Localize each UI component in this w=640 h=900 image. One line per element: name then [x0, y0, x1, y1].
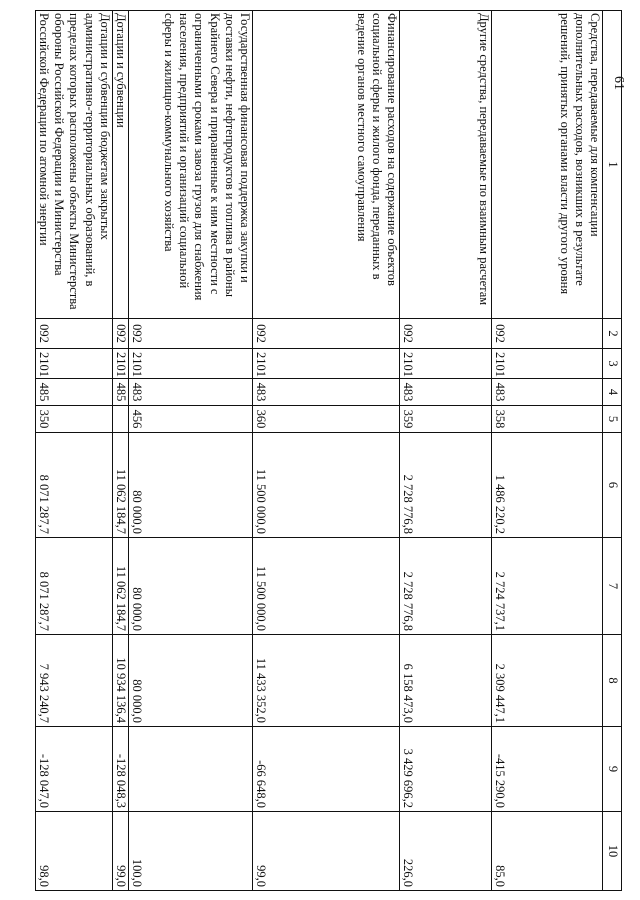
cell-c6: 11 500 000,0 — [253, 433, 400, 538]
cell-c9 — [129, 727, 253, 812]
cell-c8: 11 433 352,0 — [253, 635, 400, 727]
rotated-table-container — [36, 10, 622, 890]
cell-c7: 11 500 000,0 — [253, 538, 400, 635]
cell-c2: 092 — [492, 319, 603, 349]
col-header-6: 6 — [603, 433, 622, 538]
cell-c9: -415 290,0 — [492, 727, 603, 812]
cell-c10: 85,0 — [492, 812, 603, 891]
table-row — [492, 11, 603, 891]
cell-c8: 2 309 447,1 — [492, 635, 603, 727]
cell-c10: 99,0 — [112, 812, 128, 891]
cell-c5: 456 — [129, 406, 253, 433]
budget-table — [35, 10, 622, 891]
cell-c4: 483 — [492, 379, 603, 406]
cell-c6: 11 062 184,7 — [112, 433, 128, 538]
cell-c5 — [112, 406, 128, 433]
cell-c2: 092 — [253, 319, 400, 349]
cell-c7: 11 062 184,7 — [112, 538, 128, 635]
cell-c8: 7 943 240,7 — [35, 635, 112, 727]
table-row — [400, 11, 492, 891]
cell-c9: 3 429 696,2 — [400, 727, 492, 812]
cell-c9: -66 648,0 — [253, 727, 400, 812]
cell-c8: 6 158 473,0 — [400, 635, 492, 727]
cell-c10: 99,0 — [253, 812, 400, 891]
col-header-10: 10 — [603, 812, 622, 891]
cell-c6: 1 486 220,2 — [492, 433, 603, 538]
cell-c2: 092 — [129, 319, 253, 349]
cell-c3: 2101 — [492, 349, 603, 379]
cell-c2: 092 — [35, 319, 112, 349]
col-header-9: 9 — [603, 727, 622, 812]
cell-c10: 98,0 — [35, 812, 112, 891]
header-row — [603, 11, 622, 891]
col-header-1: 1 — [603, 11, 622, 319]
cell-c3: 2101 — [400, 349, 492, 379]
cell-c2: 092 — [400, 319, 492, 349]
col-header-7: 7 — [603, 538, 622, 635]
cell-c2: 092 — [112, 319, 128, 349]
cell-c6: 2 728 776,8 — [400, 433, 492, 538]
cell-c10: 100,0 — [129, 812, 253, 891]
cell-c4: 483 — [400, 379, 492, 406]
cell-c7: 8 071 287,7 — [35, 538, 112, 635]
cell-c7: 2 728 776,8 — [400, 538, 492, 635]
cell-c10: 226,0 — [400, 812, 492, 891]
col-header-3: 3 — [603, 349, 622, 379]
col-header-4: 4 — [603, 379, 622, 406]
cell-c5: 358 — [492, 406, 603, 433]
table-row — [35, 11, 112, 891]
cell-c4: 485 — [112, 379, 128, 406]
row-name: Государственная финансовая поддержка закупки и доставки нефти, нефтепродуктов и топлива в районы Крайнего Севера и приравненные к ним местности с ограниченными сроками завоза грузов для снабжения населения, предприятий и организаций социальной сферы и жилищно-коммунального хозяйства — [129, 11, 253, 319]
table-row — [253, 11, 400, 891]
table-row — [112, 11, 128, 891]
cell-c4: 485 — [35, 379, 112, 406]
row-name: Финансирование расходов на содержание объектов социальной сферы и жилого фонда, переданных в ведение органов местного самоуправления — [253, 11, 400, 319]
row-name: Средства, передаваемые для компенсации дополнительных расходов, возникших в результате решений, принятых органами власти другого уровня — [492, 11, 603, 319]
row-name: Дотации и субвенции бюджетам закрытых административно-территориальных образований, в пределах которых расположены объекты Министерства обороны Российской Федерации и Министерства Российской Федерации по атомной энергии — [35, 11, 112, 319]
table-row — [129, 11, 253, 891]
cell-c3: 2101 — [129, 349, 253, 379]
page-number: 61 — [611, 76, 626, 90]
cell-c3: 2101 — [35, 349, 112, 379]
cell-c7: 2 724 737,1 — [492, 538, 603, 635]
cell-c5: 360 — [253, 406, 400, 433]
col-header-5: 5 — [603, 406, 622, 433]
cell-c3: 2101 — [253, 349, 400, 379]
cell-c8: 80 000,0 — [129, 635, 253, 727]
cell-c9: -128 047,0 — [35, 727, 112, 812]
col-header-2: 2 — [603, 319, 622, 349]
cell-c9: -128 048,3 — [112, 727, 128, 812]
cell-c4: 483 — [129, 379, 253, 406]
cell-c5: 350 — [35, 406, 112, 433]
col-header-8: 8 — [603, 635, 622, 727]
cell-c3: 2101 — [112, 349, 128, 379]
cell-c7: 80 000,0 — [129, 538, 253, 635]
cell-c8: 10 934 136,4 — [112, 635, 128, 727]
cell-c5: 359 — [400, 406, 492, 433]
cell-c6: 80 000,0 — [129, 433, 253, 538]
cell-c4: 483 — [253, 379, 400, 406]
row-name: Другие средства, передаваемые по взаимным расчетам — [400, 11, 492, 319]
row-name: Дотации и субвенции — [112, 11, 128, 319]
cell-c6: 8 071 287,7 — [35, 433, 112, 538]
